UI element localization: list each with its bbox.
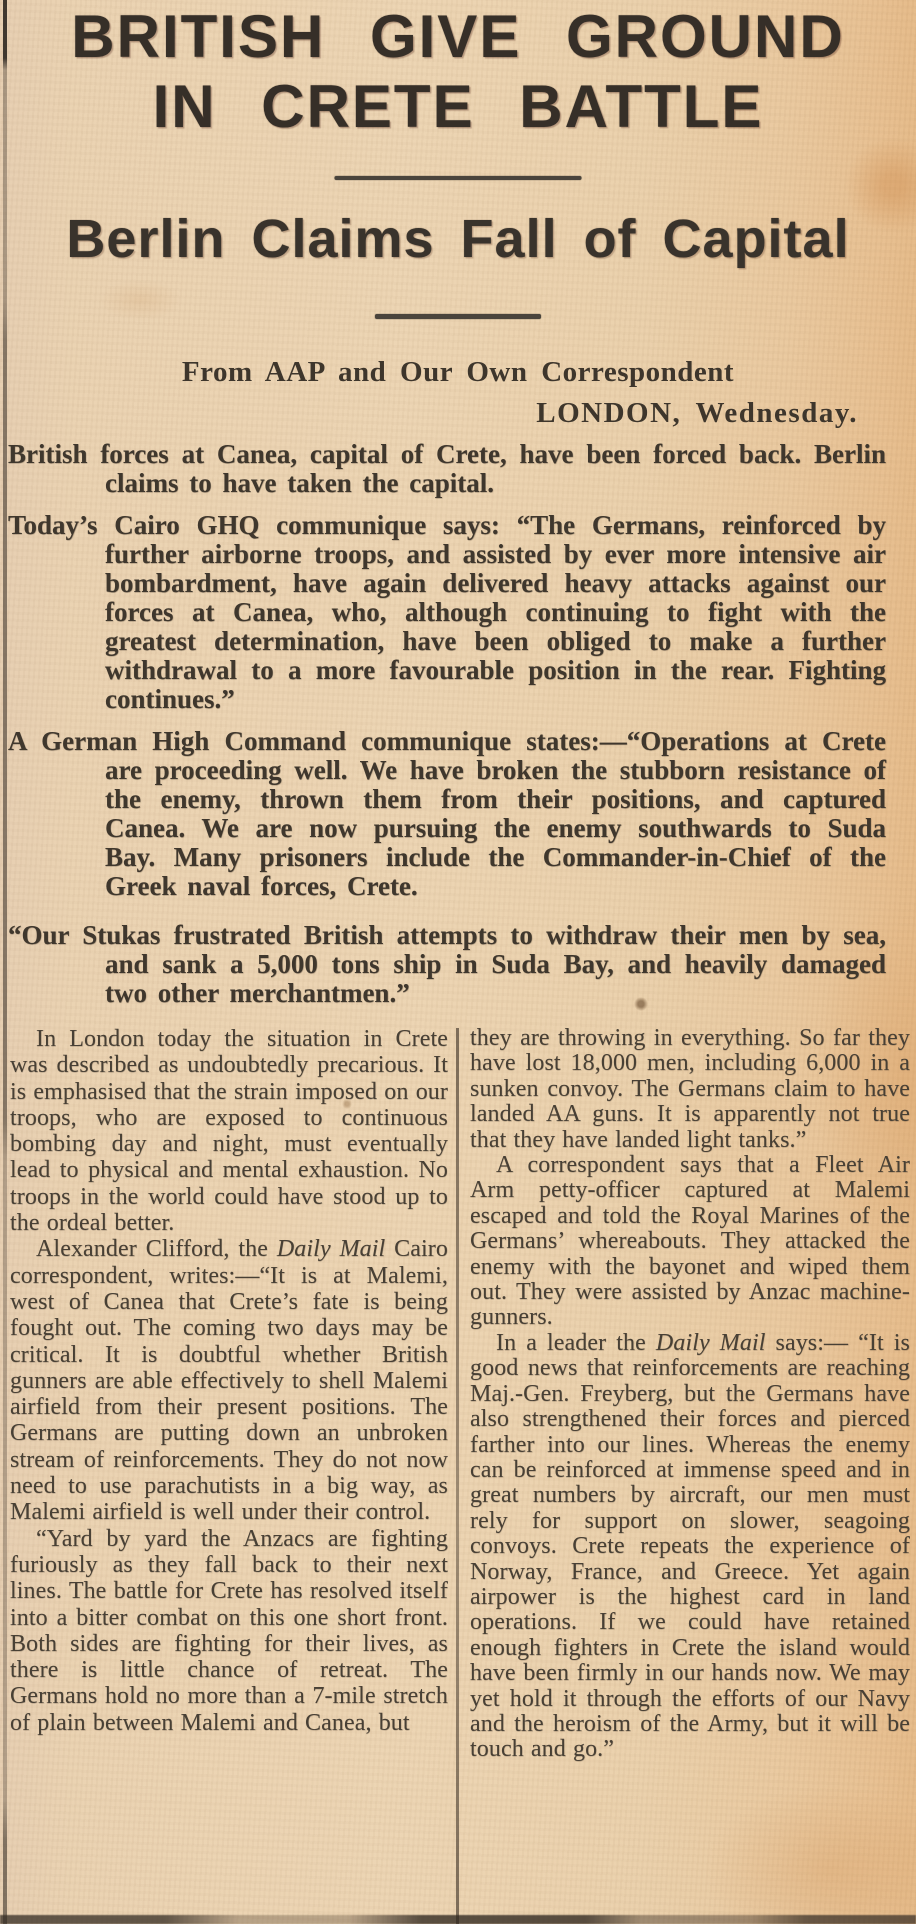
body-column-right	[470, 1026, 910, 1918]
bottom-scan-edge	[0, 1915, 916, 1924]
clifford-text-pre: Alexander Clifford, the	[36, 1236, 277, 1263]
subheadline-divider-rule	[375, 314, 541, 319]
body-paragraph-yard-by-yard: “Yard by yard the Anzacs are fighting furiously as they fall back to their next lines. The battle for Crete has resolved itself into a bitter combat on this one short front. Both sides are fighting for their lives, as there is little chance of retreat. The Germans hold no more than a 7-mile stretch of plain between Malemi and Canea, but	[10, 1525, 448, 1736]
lead-paragraph-british-forces: British forces at Canea, capital of Crete, have been forced back. Berlin claims to have taken the capital.	[8, 439, 886, 498]
subheadline: Berlin Claims Fall of Capital	[66, 209, 850, 269]
headline-divider-rule	[335, 176, 582, 180]
headline	[0, 2, 916, 142]
clifford-text-post: Cairo correspondent, writes:—“It is at Malemi, west of Canea that Crete’s fate is being fought out. The coming two days may be critical. It is doubtful whether British gunners are able effectively to shell Malemi airfield from their present positions. The Germans are putting down an unbroken stream of reinforcements. They do not now need to use parachutists in a big way, as Malemi airfield is well under their control.	[10, 1236, 448, 1526]
body-paragraph-london-situation: In London today the situation in Crete was described as undoubtedly precarious. It is emphasised that the strain imposed on our troops, who are exposed to continuous bombing day and night, must eventually lead to physical and mental exhaustion. No troops in the world could have stood up to the ordeal better.	[10, 1026, 448, 1237]
leader-text-post: says:— “It is good news that reinforcements are reaching Maj.-Gen. Freyberg, but the Germans have also strengthened their forces and pierced farther into our lines. Whereas the enemy can be reinforced at immense speed and in great numbers by aircraft, our men must rely for support on slower, seagoing convoys. Crete repeats the experience of Norway, France, and Greece. Yet again airpower is the highest card in land operations. If we could have retained enough fighters in Crete the island would have been firmly in our hands now. We may yet hold it through the efforts of our Navy and the heroism of the Army, but it will be touch and go.”	[470, 1329, 910, 1763]
byline: From AAP and Our Own Correspondent	[181, 356, 735, 388]
daily-mail-title: Daily Mail	[276, 1236, 386, 1263]
daily-mail-title: Daily Mail	[655, 1329, 766, 1356]
body-paragraph-losses-continuation: they are throwing in everything. So far they have lost 18,000 men, including 6,000 in a sunken convoy. The Germans claim to have landed AA guns. It is apparently not true that they have landed light tanks.”	[470, 1026, 910, 1153]
lead-paragraph-stukas: “Our Stukas frustrated British attempts to withdraw their men by sea, and sank a 5,000 tons ship in Suda Bay, and heavily damaged two other merchantmen.”	[8, 920, 886, 1008]
body-text-section	[0, 1026, 916, 1924]
body-column-left	[10, 1026, 448, 1918]
lead-paragraph-cairo-communique: Today’s Cairo GHQ communique says: “The Germans, reinforced by further airborne troops, and assisted by ever more intensive air bombardment, have again delivered heavy attacks against our forces at Canea, who, although continuing to fight with the greatest determination, have been obliged to make a further withdrawal to a more favourable position in the rear. Fighting continues.”	[8, 510, 886, 714]
dateline: LONDON, Wednesday.	[536, 397, 858, 429]
column-divider-rule	[456, 1028, 459, 1924]
headline-line-1: BRITISH GIVE GROUND	[71, 3, 845, 70]
headline-line-2: IN CRETE BATTLE	[152, 73, 764, 140]
body-paragraph-daily-mail-leader	[470, 1331, 910, 1763]
body-paragraph-petty-officer: A correspondent says that a Fleet Air Arm petty-officer captured at Malemi escaped and told the Royal Marines of the Germans’ whereabouts. They attacked the enemy with the bayonet and wiped them out. They were assisted by Anzac machine-gunners.	[470, 1152, 910, 1331]
lead-paragraph-german-communique: A German High Command communique states:—“Operations at Crete are proceeding well. We have broken the stubborn resistance of the enemy, thrown them from their positions, and captured Canea. We are now pursuing the enemy southwards to Suda Bay. Many prisoners include the Commander-in-Chief of the Greek naval forces, Crete.	[8, 726, 886, 901]
leader-text-pre: In a leader the	[496, 1329, 656, 1356]
body-paragraph-clifford	[10, 1236, 448, 1525]
lead-communique-section	[8, 440, 886, 1008]
